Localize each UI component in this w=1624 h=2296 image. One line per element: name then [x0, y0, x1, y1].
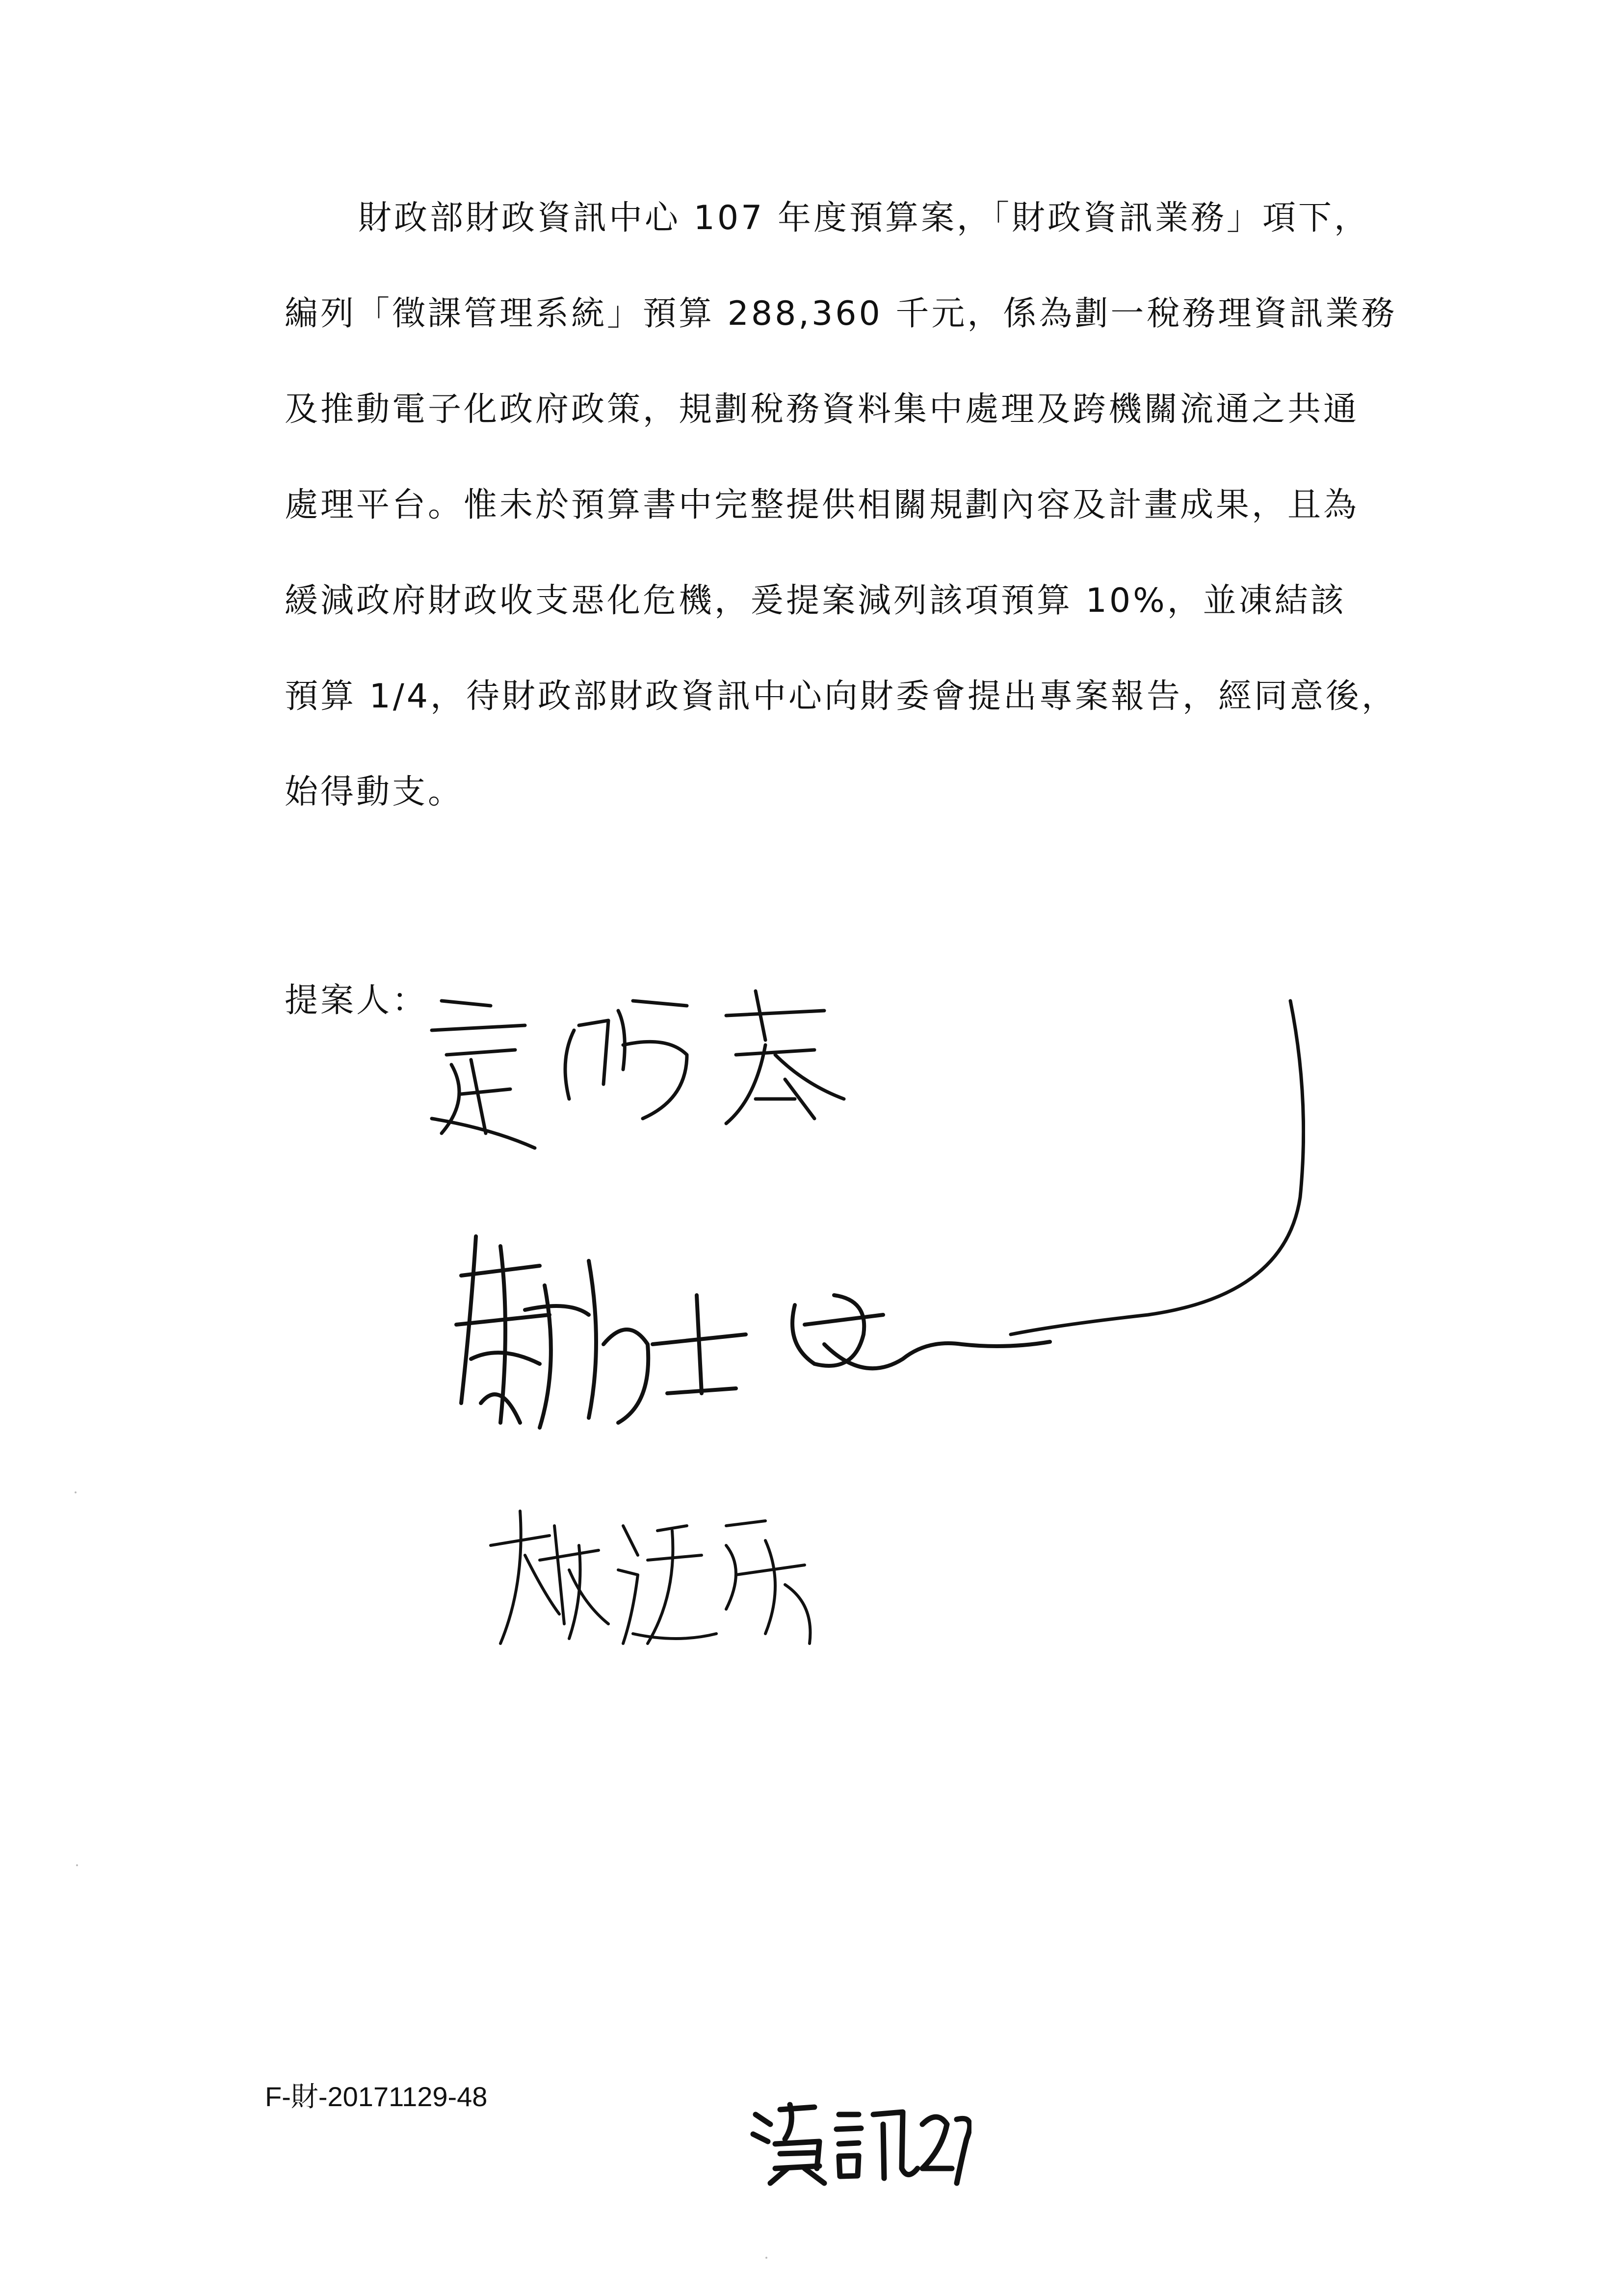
body-line-6: 預算 1/4，待財政部財政資訊中心向財委會提出專案報告，經同意後， [285, 677, 1398, 716]
body-line-7: 始得動支。 [285, 773, 464, 811]
body-line-3: 及推動電子化政府政策，規劃稅務資料集中處理及跨機關流通之共通 [285, 390, 1360, 429]
body-line-4: 處理平台。惟未於預算書中完整提供相關規劃內容及計畫成果，且為 [285, 486, 1360, 524]
body-line-1: 財政部財政資訊中心 107 年度預算案，「財政資訊業務」項下， [358, 199, 1370, 237]
proposer-label: 提案人： [285, 981, 428, 1020]
signature-3 [471, 1496, 844, 1658]
scan-speck [765, 2257, 767, 2259]
scan-speck [76, 1864, 78, 1866]
scan-speck [75, 1491, 77, 1493]
signature-2 [442, 1217, 1089, 1447]
handwritten-stamp [746, 2095, 971, 2188]
document-code: F-財-20171129-48 [265, 2081, 488, 2112]
body-line-5: 緩減政府財政收支惡化危機，爰提案減列該項預算 10%，並凍結該 [285, 581, 1346, 620]
body-line-2: 編列「徵課管理系統」預算 288,360 千元，係為劃一稅務理資訊業務 [285, 294, 1397, 333]
